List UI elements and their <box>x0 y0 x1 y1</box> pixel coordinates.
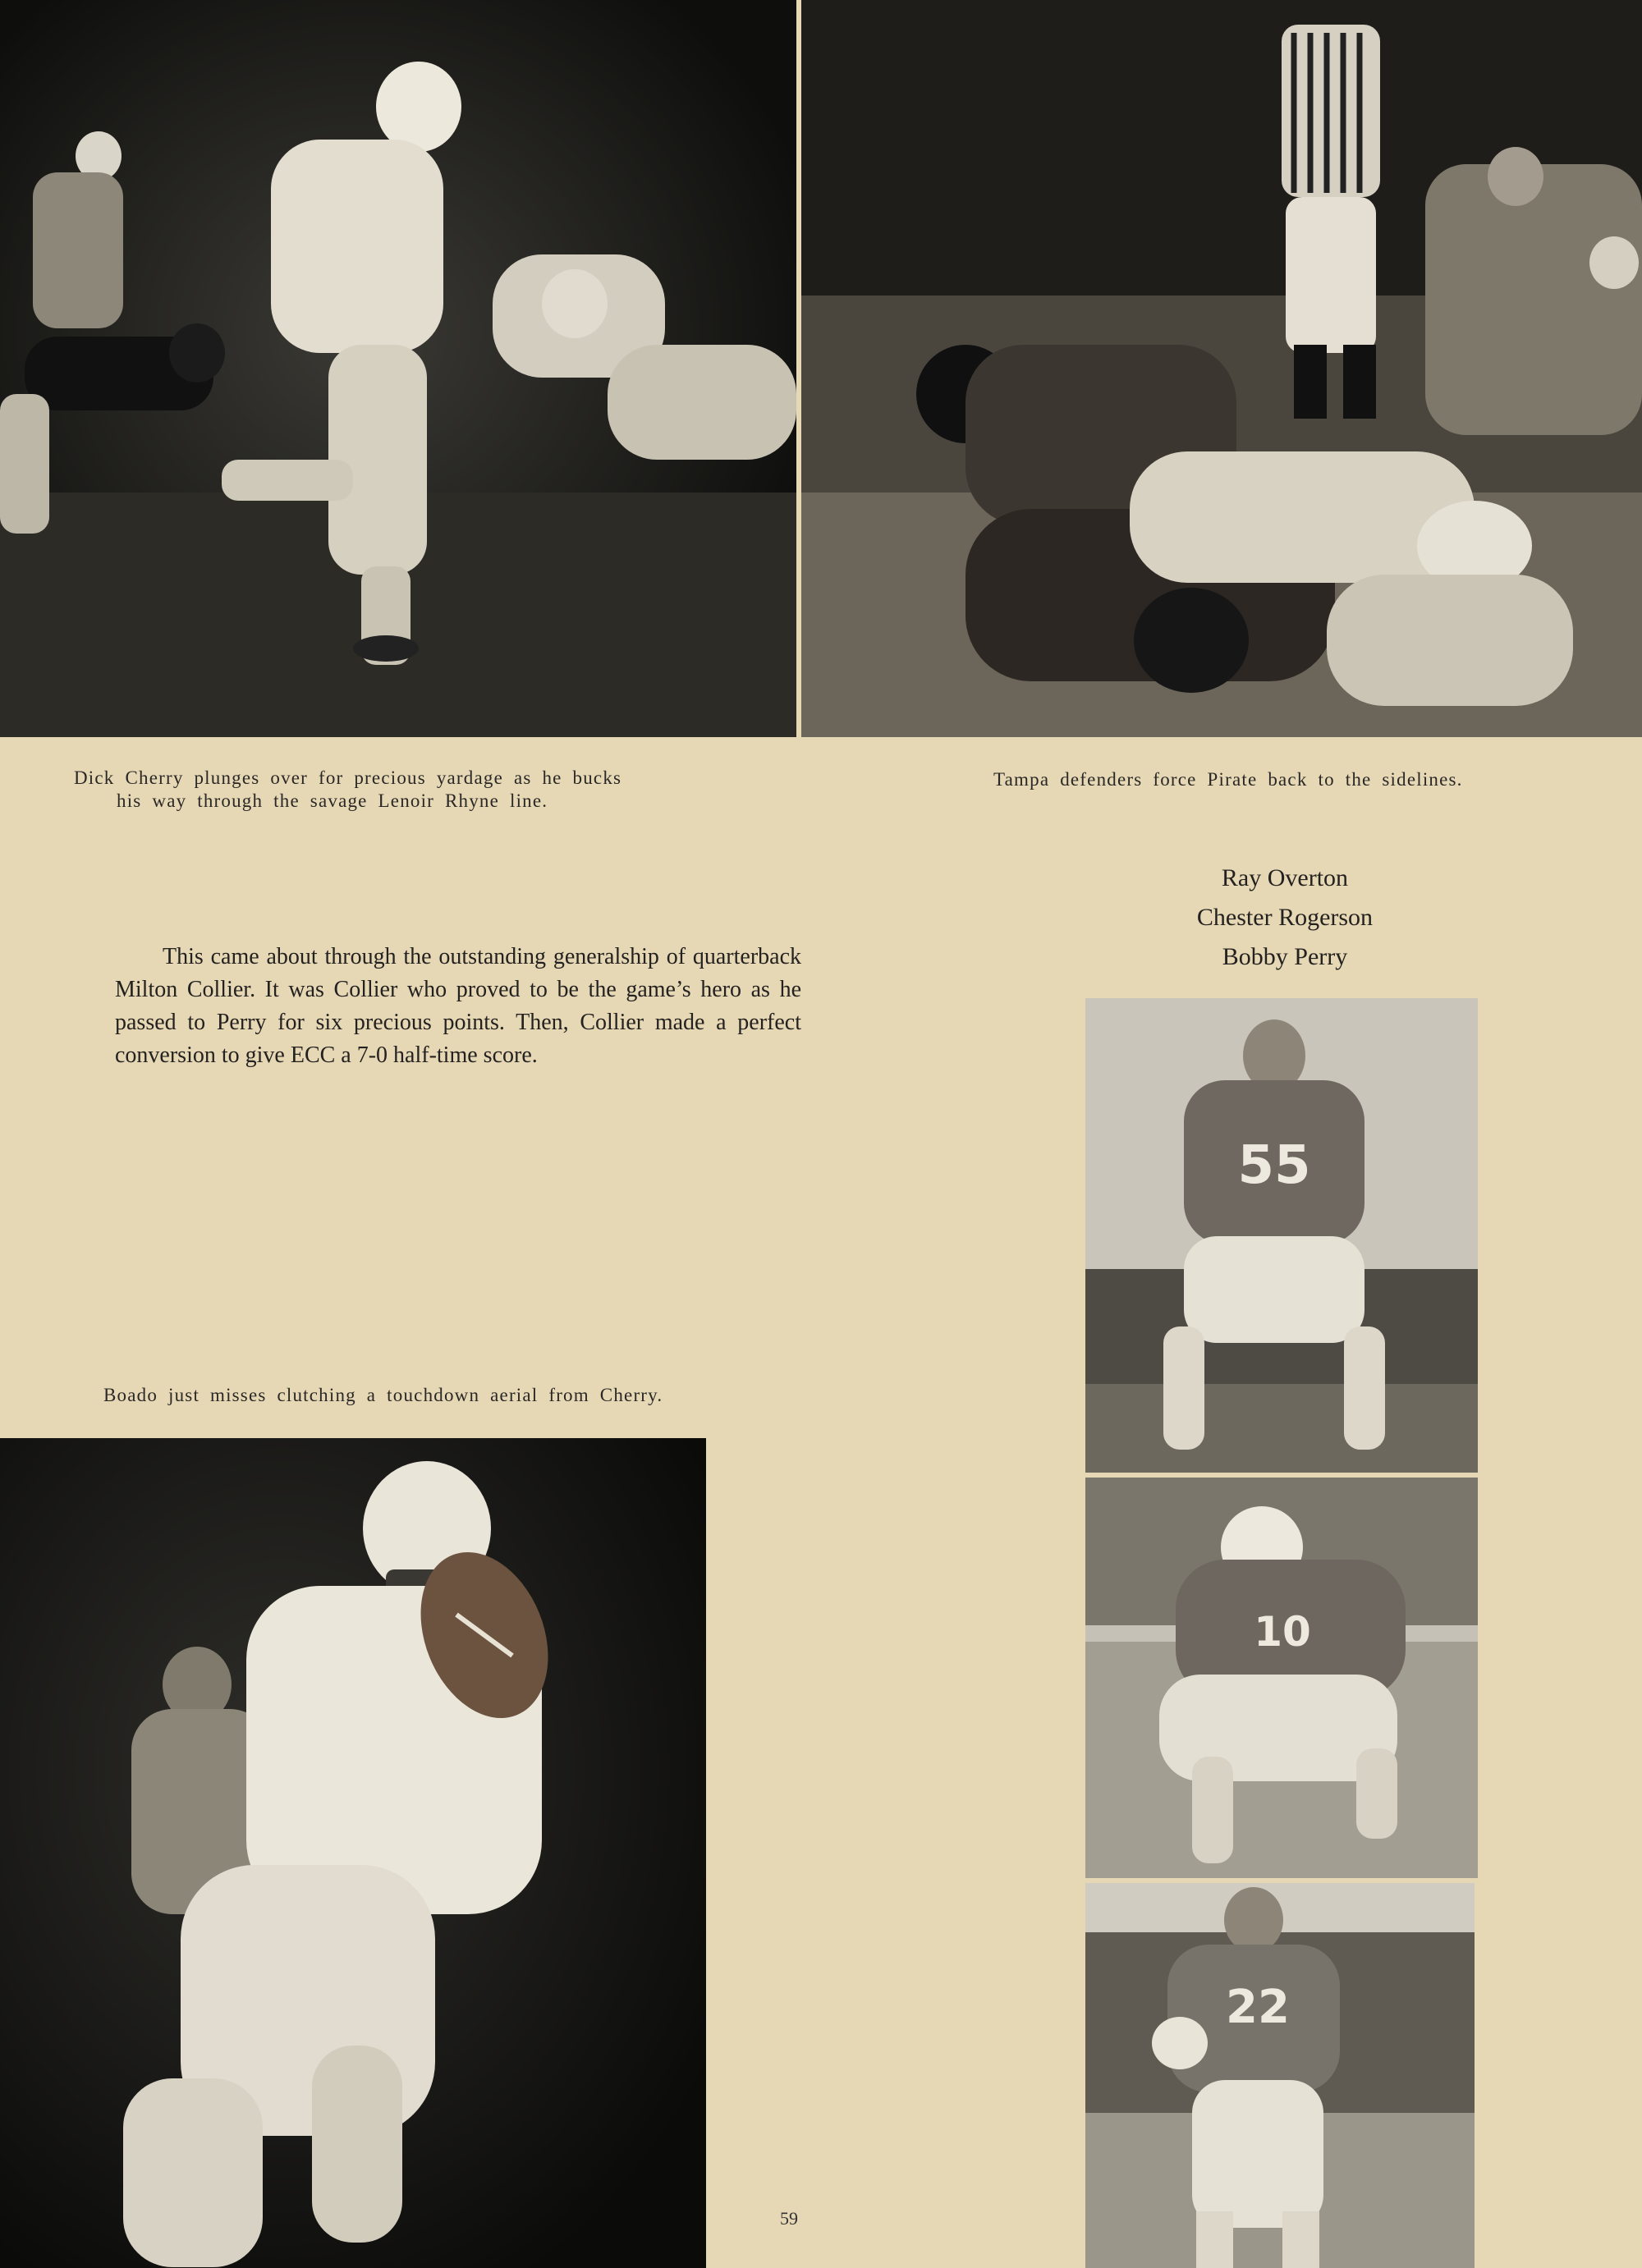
caption-top-left-line-2: his way through the savage Lenoir Rhyne line. <box>117 790 548 811</box>
caption-top-left-line-1: Dick Cherry plunges over for precious yardage as he bucks <box>74 767 622 788</box>
photo-top-right-sideline-tackle <box>801 0 1642 737</box>
caption-bottom-left: Boado just misses clutching a touchdown aerial from Cherry. <box>103 1385 663 1405</box>
roster-name-3: Bobby Perry <box>1222 943 1348 970</box>
photo-top-left-cherry-plunge <box>0 0 796 737</box>
roster-photo-bobby-perry <box>1085 1883 1475 2268</box>
page-number: 59 <box>780 2208 798 2229</box>
jersey-number-22: 22 <box>1226 1981 1290 2034</box>
roster-names <box>1084 859 1486 977</box>
roster-name-2: Chester Rogerson <box>1196 904 1374 931</box>
jersey-number-10: 10 <box>1254 1608 1311 1656</box>
photo-bottom-left-boado-catch <box>0 1438 706 2268</box>
caption-top-right: Tampa defenders force Pirate back to the sidelines. <box>993 769 1463 790</box>
caption-top-left <box>74 767 665 813</box>
jersey-number-55: 55 <box>1237 1135 1311 1196</box>
article-paragraph: This came about through the outstanding generalship of quarterback Milton Collier. It was Collier who proved to be the game’s hero as he passed to Perry for six precious points. Then, Collier made a perfect conversion to give ECC a 7-0 half-time score. <box>115 944 801 1068</box>
roster-photo-chester-rogerson <box>1085 1478 1478 1878</box>
roster-photo-ray-overton <box>1085 998 1478 1473</box>
roster-name-1: Ray Overton <box>1221 864 1349 891</box>
